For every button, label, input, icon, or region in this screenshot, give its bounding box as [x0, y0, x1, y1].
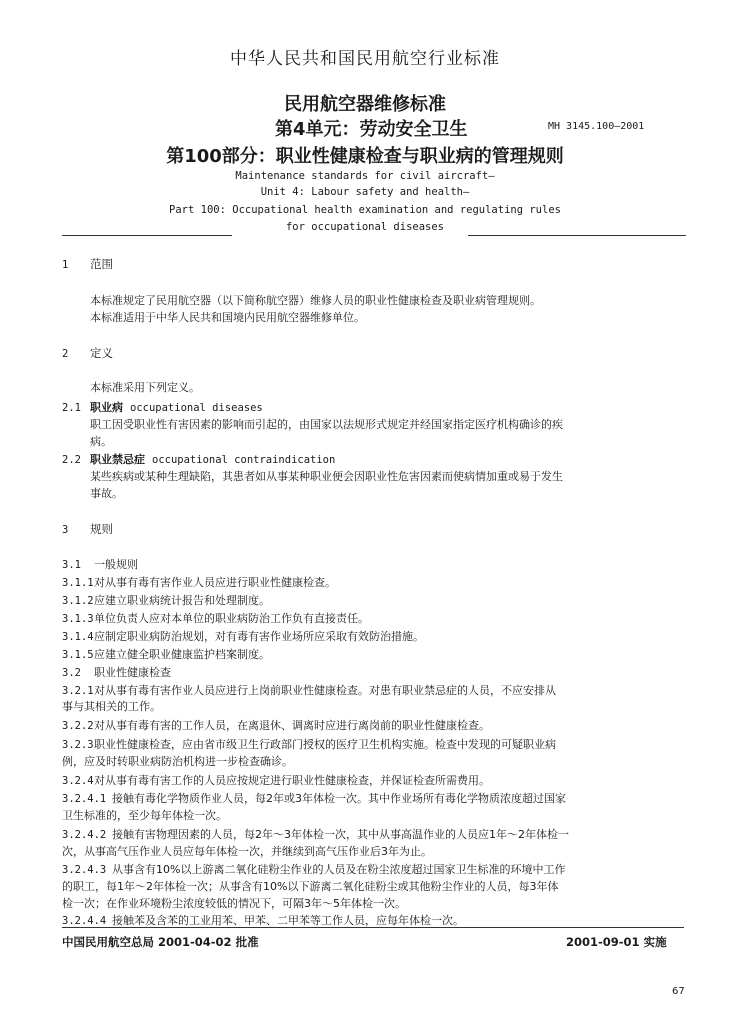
approval-date: 中国民用航空总局 2001-04-02 批准	[62, 935, 259, 949]
definition-2-2-body-cont: 事故。	[90, 487, 123, 500]
title-divider-right	[468, 235, 686, 236]
rule-3-1-3: 3.1.3单位负责人应对本单位的职业病防治工作负有直接责任。	[62, 612, 369, 625]
rule-3-2-4-3: 3.2.4.3 从事含有10%以上游离二氧化硅粉尘作业的人员及在粉尘浓度超过国家卫生标准的环境中工作	[62, 863, 566, 876]
definition-2-1-body: 职工因受职业性有害因素的影响而引起的，由国家以法规形式规定并经国家指定医疗机构确诊的疾	[90, 418, 563, 431]
rule-3-1-4: 3.1.4应制定职业病防治规划，对有毒有害作业场所应采取有效防治措施。	[62, 630, 424, 643]
rule-3-2-4-1-cont: 卫生标准的，至少每年体检一次。	[62, 809, 227, 822]
section-1-paragraph-2: 本标准适用于中华人民共和国境内民用航空器维修单位。	[90, 311, 365, 324]
english-title-line-3: Part 100: Occupational health examination and regulating rules	[169, 204, 561, 216]
rule-3-2-3: 3.2.3职业性健康检查，应由省市级卫生行政部门授权的医疗卫生机构实施。检查中发现的可疑职业病	[62, 738, 556, 751]
english-title-line-4: for occupational diseases	[285, 221, 445, 233]
rule-3-2-1: 3.2.1对从事有毒有害作业人员应进行上岗前职业性健康检查。对患有职业禁忌症的人员，不应安排从	[62, 684, 556, 697]
rule-3-2-3-cont: 例，应及时转职业病防治机构进一步检查确诊。	[62, 755, 293, 768]
standard-family-title: 中华人民共和国民用航空行业标准	[230, 49, 500, 69]
effective-date: 2001-09-01 实施	[566, 935, 667, 949]
section-1-heading: 1 范围	[62, 257, 113, 271]
standard-number: MH 3145.100—2001	[548, 121, 645, 132]
footer-divider	[62, 927, 684, 928]
definition-2-2: 2.2 职业禁忌症 occupational contraindication	[62, 453, 336, 466]
title-line-1: 民用航空器维修标准	[284, 94, 446, 115]
section-2-intro: 本标准采用下列定义。	[90, 381, 200, 394]
rule-3-2-4-3-cont-2: 检一次；在作业环境粉尘浓度较低的情况下，可隔3年～5年体检一次。	[62, 897, 406, 910]
rule-3-2-4-2-cont: 次，从事高气压作业人员应每年体检一次，并继续到高气压作业后3年为止。	[62, 845, 432, 858]
rule-3-1: 3.1 一般规则	[62, 558, 138, 571]
rule-3-1-1: 3.1.1对从事有毒有害作业人员应进行职业性健康检查。	[62, 576, 336, 589]
section-1-paragraph-1: 本标准规定了民用航空器（以下简称航空器）维修人员的职业性健康检查及职业病管理规则。	[90, 294, 541, 307]
definition-2-1-body-cont: 病。	[90, 435, 112, 448]
rule-3-2-4: 3.2.4对从事有毒有害工作的人员应按规定进行职业性健康检查，并保证检查所需费用。	[62, 774, 490, 787]
definition-2-2-body: 某些疾病或某种生理缺陷，其患者如从事某种职业便会因职业性危害因素而使病情加重或易于发生	[90, 470, 563, 483]
title-line-3: 第100部分：职业性健康检查与职业病的管理规则	[166, 146, 564, 167]
rule-3-2-4-2: 3.2.4.2 接触有害物理因素的人员，每2年～3年体检一次，其中从事高温作业的人员应1年～2年体检一	[62, 828, 569, 841]
english-title-line-2: Unit 4: Labour safety and health—	[260, 186, 470, 198]
title-line-2: 第4单元：劳动安全卫生	[275, 119, 468, 140]
rule-3-1-5: 3.1.5应建立健全职业健康监护档案制度。	[62, 648, 270, 661]
rule-3-2-4-3-cont: 的职工，每1年～2年体检一次；从事含有10%以下游离二氧化硅粉尘或其他粉尘作业的人员，每3年体	[62, 880, 559, 893]
rule-3-2: 3.2 职业性健康检查	[62, 666, 171, 679]
section-2-heading: 2 定义	[62, 346, 113, 360]
rule-3-2-4-1: 3.2.4.1 接触有毒化学物质作业人员，每2年或3年体检一次。其中作业场所有毒化学物质浓度超过国家	[62, 792, 566, 805]
definition-2-1: 2.1 职业病 occupational diseases	[62, 401, 263, 414]
rule-3-2-4-4: 3.2.4.4 接触苯及含苯的工业用苯、甲苯、二甲苯等工作人员，应每年体检一次。	[62, 914, 464, 927]
title-divider-left	[62, 235, 232, 236]
rule-3-1-2: 3.1.2应建立职业病统计报告和处理制度。	[62, 594, 270, 607]
page-number: 67	[672, 986, 685, 997]
rule-3-2-1-cont: 事与其相关的工作。	[62, 700, 161, 713]
english-title-line-1: Maintenance standards for civil aircraft—	[235, 170, 495, 182]
section-3-heading: 3 规则	[62, 522, 113, 536]
rule-3-2-2: 3.2.2对从事有毒有害的工作人员，在离退休、调离时应进行离岗前的职业性健康检查。	[62, 719, 490, 732]
